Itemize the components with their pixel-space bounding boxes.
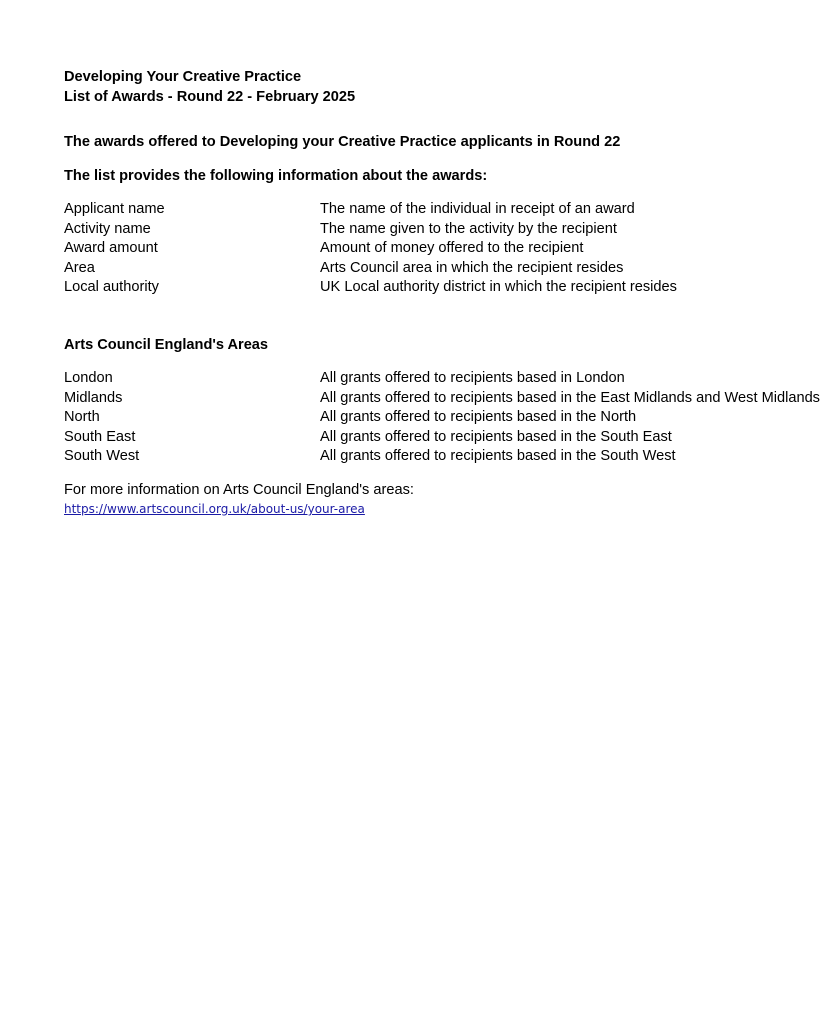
field-name: Activity name [64,220,151,237]
document-title: Developing Your Creative Practice [64,69,302,85]
spacer [64,107,631,133]
area-description: All grants offered to recipients based in the East Midlands and West Midlands [320,389,820,406]
field-description: Arts Council area in which the recipient resides [320,259,624,276]
area-description: All grants offered to recipients based in the South East [320,428,672,445]
area-row [64,369,631,389]
area-name: North [64,409,100,425]
field-name: Local authority [64,279,159,295]
areas-heading: Arts Council England's Areas [64,336,269,353]
list-provides-heading: The list provides the following information about the awards: [64,167,488,184]
awards-offered-statement: The awards offered to Developing your Creative Practice applicants in Round 22 [64,134,621,150]
fields-table [64,200,677,298]
spacer [64,153,631,167]
field-description: The name of the individual in receipt of an award [320,201,635,217]
areas-table [64,369,820,467]
spacer [64,298,631,336]
field-row [64,259,631,279]
field-description: UK Local authority district in which the recipient resides [320,279,677,295]
area-description: All grants offered to recipients based in the South West [320,448,676,464]
spacer [64,186,631,200]
field-name: Award amount [64,240,158,256]
field-row [64,200,635,220]
area-name: Midlands [64,389,123,406]
area-row [64,408,637,428]
spacer [64,467,631,481]
document-subtitle: List of Awards - Round 22 - February 2025 [64,88,356,105]
field-row [64,239,631,259]
field-name: Applicant name [64,201,165,217]
field-description: Amount of money offered to the recipient [320,240,584,256]
area-name: London [64,370,113,386]
spreadsheet-page [64,68,820,518]
area-row [64,428,672,448]
more-info-text: For more information on Arts Council England's areas: [64,481,414,498]
field-description: The name given to the activity by the recipient [320,220,617,237]
area-row [64,447,676,467]
spacer [64,355,631,369]
field-row [64,278,677,298]
area-row [64,389,820,409]
area-name: South West [64,448,140,464]
area-description: All grants offered to recipients based in the North [320,409,637,425]
field-name: Area [64,259,95,276]
field-row [64,220,631,240]
area-name: South East [64,428,136,445]
area-description: All grants offered to recipients based in London [320,370,625,386]
your-area-link[interactable]: https://www.artscouncil.org.uk/about-us/your-area [64,502,365,516]
